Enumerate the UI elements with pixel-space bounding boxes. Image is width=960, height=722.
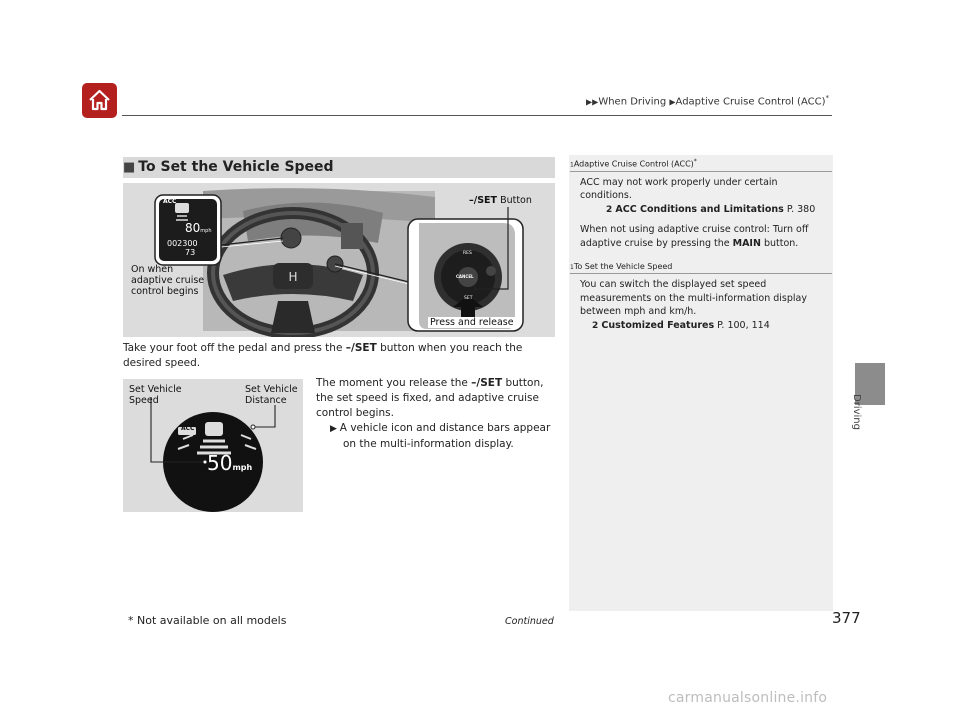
note-marker-icon: 1: [570, 264, 574, 271]
acc-badge: ACC: [163, 198, 177, 205]
text: Take your foot off the pedal and press the: [123, 342, 346, 354]
paragraph-2: [316, 376, 552, 421]
label-press-release: Press and release: [430, 317, 514, 328]
note-1: [570, 158, 832, 250]
set-speed-display: 50mph: [207, 451, 253, 475]
steering-wheel-figure: [123, 183, 555, 337]
text: button, the set speed is fixed, and adaptive cruise control begins.: [316, 377, 544, 419]
label-line: adaptive cruise: [131, 275, 205, 286]
paragraph-1: [123, 341, 557, 371]
label-set-distance: [245, 384, 298, 406]
asterisk: *: [825, 94, 829, 102]
display-speed: 80mph: [185, 221, 212, 235]
link-icon: 2: [606, 204, 616, 215]
note-marker-icon: 1: [570, 161, 574, 169]
display-odometer: 002300: [167, 239, 198, 248]
res-button[interactable]: RES: [463, 251, 472, 256]
section-heading: [123, 157, 555, 178]
result-paragraph: [330, 421, 565, 452]
label-line: control begins: [131, 286, 199, 297]
text: button when you reach the desired speed.: [123, 342, 523, 369]
note-link[interactable]: 2 ACC Conditions and Limitations P. 380: [606, 203, 816, 215]
result-arrow-icon: ▶: [330, 424, 340, 434]
label-bold: –/SET: [469, 195, 498, 206]
breadcrumb-arrow-icon: ▶: [669, 97, 676, 107]
label-line: Set Vehicle: [129, 384, 182, 395]
label-set-speed: [129, 384, 182, 406]
label-rest: Button: [497, 195, 532, 206]
label-line: On when: [131, 264, 174, 275]
note-rule: [570, 273, 832, 274]
breadcrumb-arrow-icon: ▶▶: [586, 97, 599, 107]
link-icon: 2: [592, 320, 602, 331]
set-button[interactable]: SET: [464, 296, 473, 301]
watermark: carmanualsonline.info: [668, 690, 828, 706]
note-text: When not using adaptive cruise control: Turn off adaptive cruise by pressing the MAIN button.: [580, 224, 809, 249]
cancel-button[interactable]: CANCEL: [456, 274, 474, 279]
acc-badge: ACC: [181, 425, 195, 432]
text: A vehicle icon and distance bars appear on the multi-information display.: [339, 422, 551, 450]
footnote: * Not available on all models: [128, 614, 287, 627]
breadcrumb-item-when-driving[interactable]: When Driving: [598, 96, 667, 108]
continued-label: Continued: [505, 616, 554, 627]
note-link[interactable]: 2 Customized Features P. 100, 114: [592, 319, 770, 331]
section-tab-label: Driving: [851, 394, 862, 430]
section-title: To Set the Vehicle Speed: [138, 159, 334, 175]
breadcrumb: [586, 94, 829, 107]
note-title: 1To Set the Vehicle Speed: [570, 262, 673, 271]
breadcrumb-item-acc[interactable]: Adaptive Cruise Control (ACC): [675, 96, 826, 108]
page-number: 377: [832, 609, 861, 627]
home-button[interactable]: [82, 83, 117, 118]
home-icon: [87, 88, 112, 113]
label-on-when: [131, 264, 204, 297]
note-text: You can switch the displayed set speed measurements on the multi-information display between mph and km/h.: [580, 279, 807, 317]
label-line: Set Vehicle: [245, 384, 298, 395]
label-line: Speed: [129, 395, 159, 406]
text-bold: –/SET: [345, 342, 377, 354]
header-rule: [122, 115, 832, 116]
label-line: Distance: [245, 395, 287, 406]
heading-square-icon: ■: [123, 160, 136, 175]
steering-wheel-illustration: [123, 183, 555, 337]
note-rule: [570, 171, 832, 172]
note-2: [570, 262, 832, 333]
svg-text:H: H: [288, 270, 298, 284]
text: The moment you release the: [316, 377, 472, 389]
text-bold: –/SET: [471, 377, 503, 389]
display-figure: [123, 379, 303, 512]
label-set-button: [469, 195, 532, 206]
note-text: ACC may not work properly under certain conditions.: [580, 176, 778, 202]
note-title: 1Adaptive Cruise Control (ACC)*: [570, 158, 697, 169]
display-temperature: 73: [185, 248, 196, 257]
